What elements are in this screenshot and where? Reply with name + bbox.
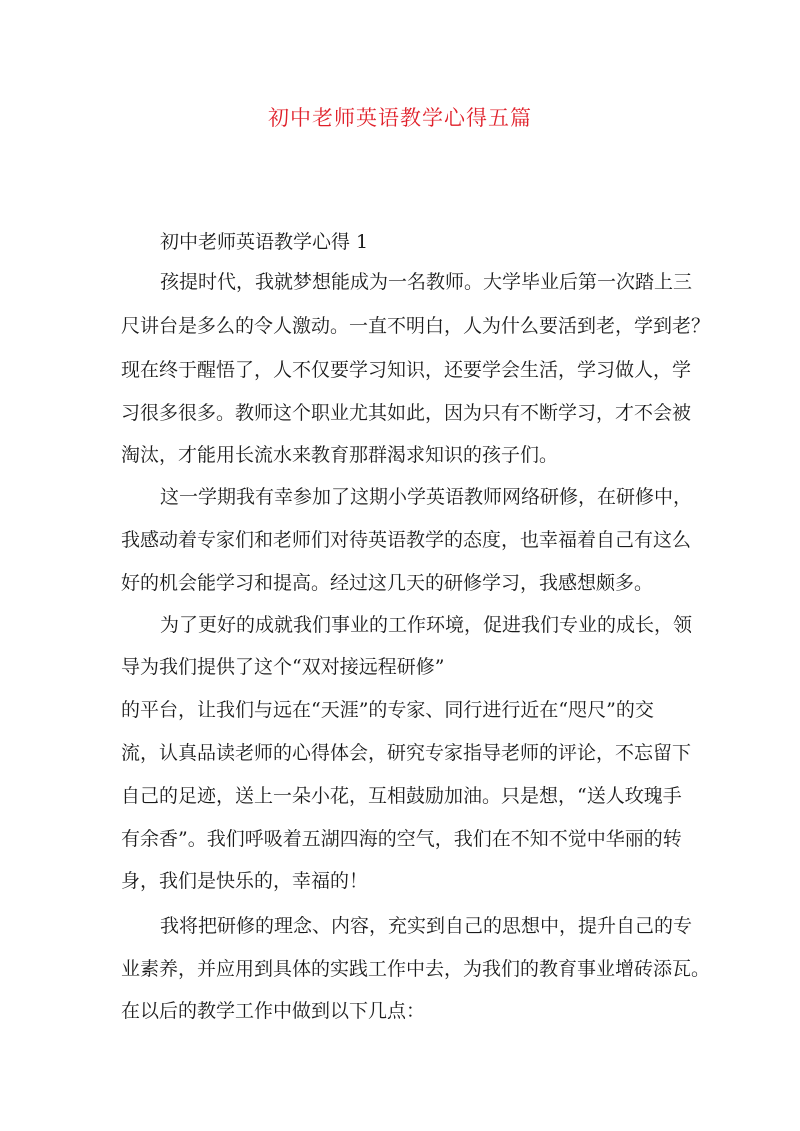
- line-text: 这一学期我有幸参加了这期小学英语教师网络研修，在研修中，: [160, 486, 693, 508]
- line-text: 淘汰，才能用长流水来教育那群渴求知识的孩子们。: [121, 444, 559, 466]
- line-text: 流，认真品读老师的心得体会，研究专家指导老师的评论，不忘留下: [121, 742, 692, 764]
- line-text: 自己的足迹，送上一朵小花，互相鼓励加油。只是想，“送人玫瑰手: [121, 785, 682, 807]
- line-text: 我感动着专家们和老师们对待英语教学的态度，也幸福着自己有这么: [121, 529, 692, 551]
- line-text: 在以后的教学工作中做到以下几点：: [121, 1000, 426, 1022]
- line-text: 身，我们是快乐的，幸福的！: [121, 870, 369, 892]
- line-text: 孩提时代，我就梦想能成为一名教师。大学毕业后第一次踏上三: [160, 271, 693, 293]
- line-text: 习很多很多。教师这个职业尤其如此，因为只有不断学习，才不会被: [121, 402, 692, 424]
- line-text: 业素养，并应用到具体的实践工作中去，为我们的教育事业增砖添瓦。: [121, 958, 711, 980]
- line-text: 的平台，让我们与远在“天涯”的专家、同行进行近在“咫尺”的交: [121, 699, 654, 721]
- document-title: 初中老师英语教学心得五篇: [268, 106, 532, 130]
- section-heading: 初中老师英语教学心得 1: [160, 231, 369, 253]
- line-text: 导为我们提供了这个“双对接远程研修”: [121, 656, 445, 678]
- line-text: 为了更好的成就我们事业的工作环境，促进我们专业的成长，领: [160, 614, 693, 636]
- line-text: 现在终于醒悟了，人不仅要学习知识，还要学会生活，学习做人，学: [121, 359, 692, 381]
- line-text: 好的机会能学习和提高。经过这几天的研修学习，我感想颇多。: [121, 572, 654, 594]
- line-text: 我将把研修的理念、内容，充实到自己的思想中，提升自己的专: [160, 915, 693, 937]
- line-text: 有余香”。我们呼吸着五湖四海的空气，我们在不知不觉中华丽的转: [121, 828, 682, 850]
- line-text: 尺讲台是多么的令人激动。一直不明白，人为什么要活到老，学到老？: [121, 315, 711, 337]
